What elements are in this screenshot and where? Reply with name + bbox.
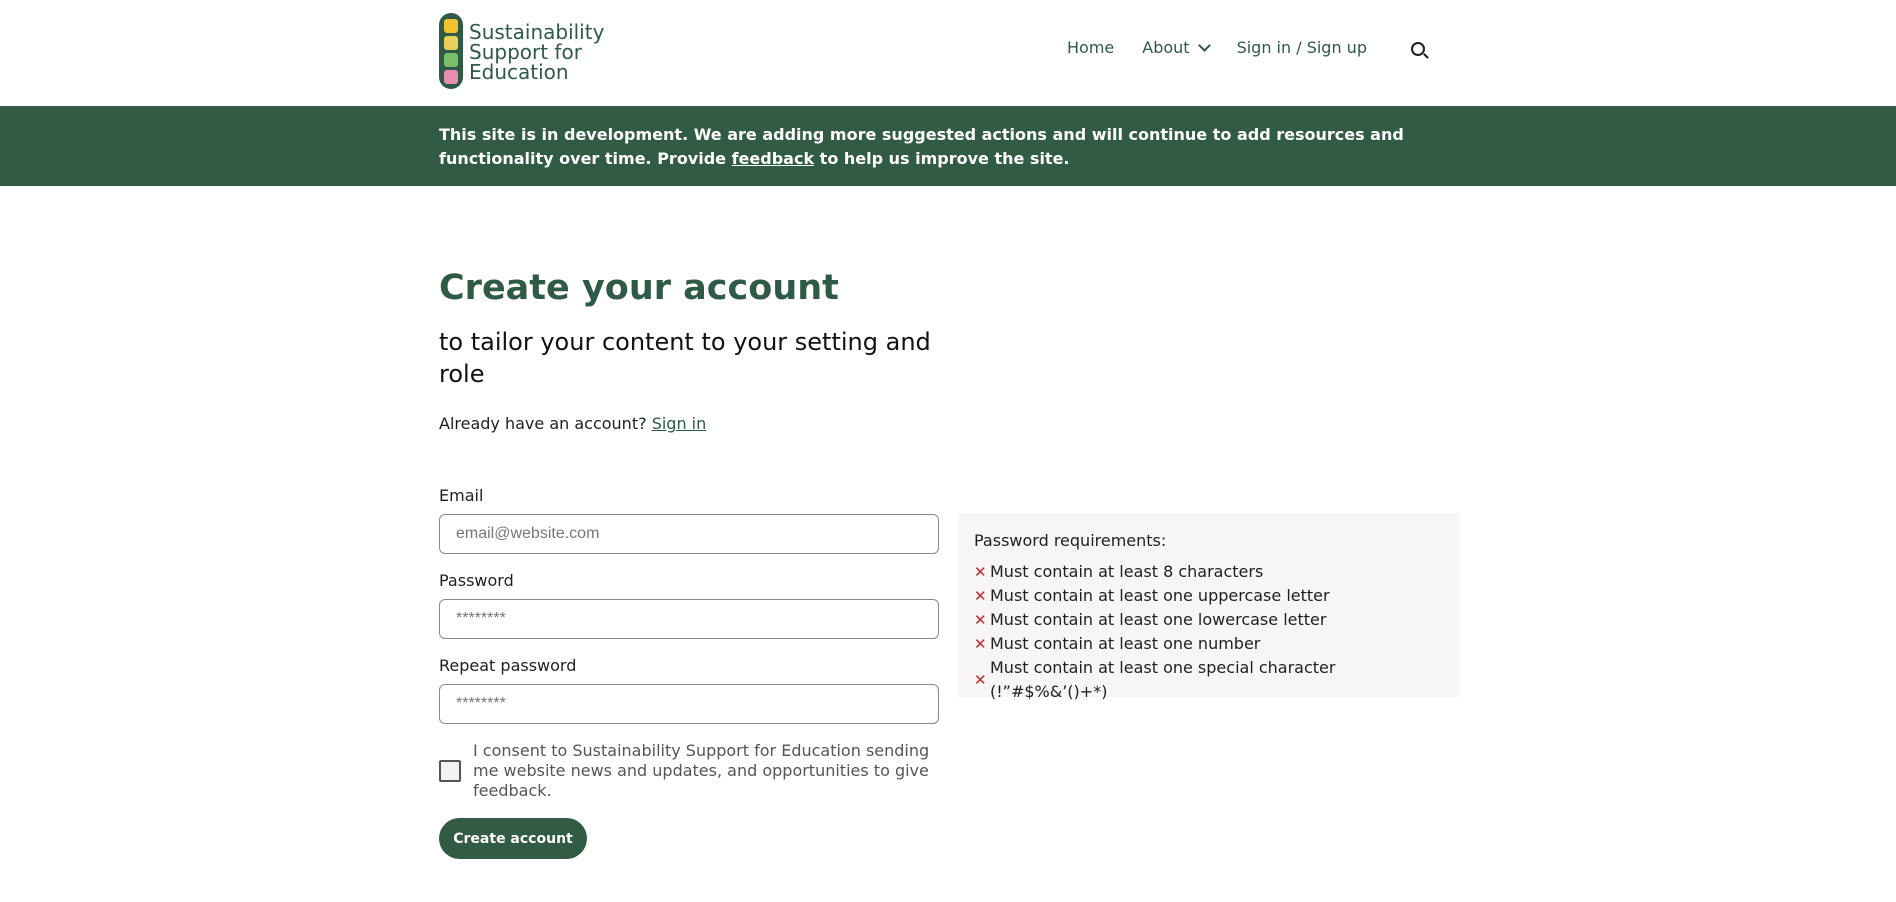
feedback-link[interactable]: feedback (731, 149, 815, 168)
requirements-list (974, 560, 1444, 704)
password-requirements (958, 513, 1460, 701)
requirement-item: ✕ Must contain at least one number (974, 632, 1444, 656)
nav-about-label: About (1142, 38, 1190, 57)
banner-text: This site is in development. We are adding more suggested actions and will continue to add resources and functionality over time. Provide feedback to help us improve the site. (439, 125, 1404, 168)
already-have-account: Already have an account? Sign in (439, 414, 707, 433)
search-icon[interactable] (1411, 42, 1425, 56)
email-label: Email (439, 486, 484, 505)
consent-label: I consent to Sustainability Support for Education sending me website news and updates, and opportunities to give feedback. (473, 741, 930, 800)
requirement-item: ✕ Must contain at least one uppercase letter (974, 584, 1444, 608)
repeat-password-label: Repeat password (439, 656, 577, 675)
cross-icon: ✕ (974, 611, 987, 629)
main-nav (1067, 38, 1395, 57)
email-field[interactable] (439, 514, 939, 554)
requirement-item: ✕ Must contain at least one lowercase letter (974, 608, 1444, 632)
signin-link[interactable]: Sign in (651, 414, 707, 433)
nav-signin[interactable]: Sign in / Sign up (1236, 38, 1367, 57)
site-logo-link[interactable] (439, 13, 604, 89)
requirement-item: ✕ Must contain at least one special character (!”#$%&’()+*) (974, 658, 1336, 701)
site-name: Sustainability Support for Education (469, 20, 605, 84)
repeat-password-field[interactable] (439, 684, 939, 724)
password-field[interactable] (439, 599, 939, 639)
requirements-title: Password requirements: (974, 531, 1167, 550)
requirement-item: ✕ Must contain at least 8 characters (974, 560, 1444, 584)
site-header (0, 0, 1896, 106)
create-account-button[interactable]: Create account (439, 818, 587, 859)
nav-home[interactable]: Home (1067, 38, 1115, 57)
page-subtitle: to tailor your content to your setting and role (439, 328, 931, 388)
page-title: Create your account (439, 268, 839, 308)
cross-icon: ✕ (974, 587, 987, 605)
logo-icon (439, 13, 463, 89)
cross-icon: ✕ (974, 635, 987, 653)
cross-icon: ✕ (974, 671, 987, 689)
consent-checkbox[interactable] (439, 760, 461, 782)
nav-about[interactable] (1142, 38, 1208, 57)
password-label: Password (439, 571, 514, 590)
development-banner (0, 106, 1896, 186)
chevron-down-icon (1198, 39, 1211, 52)
cross-icon: ✕ (974, 563, 987, 581)
